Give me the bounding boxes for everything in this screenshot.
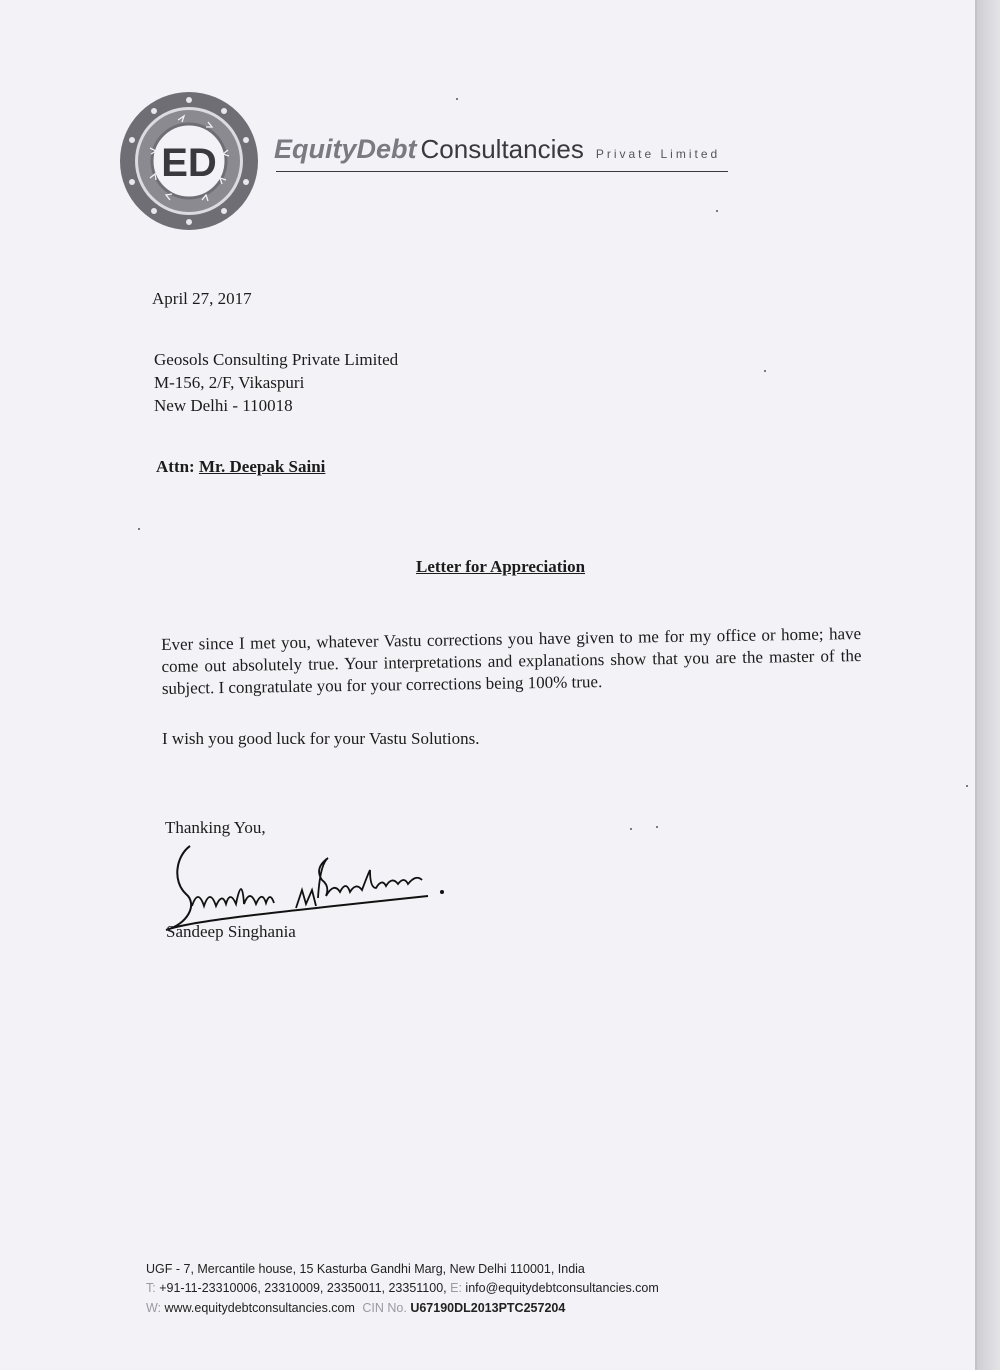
footer-contact bbox=[146, 1281, 659, 1295]
footer-email: info@equitydebtconsultancies.com bbox=[465, 1281, 659, 1295]
scan-speck bbox=[138, 528, 140, 530]
scan-speck bbox=[630, 828, 632, 830]
recipient-address-line1: M-156, 2/F, Vikaspuri bbox=[154, 373, 305, 392]
phone-prefix: T: bbox=[146, 1281, 156, 1295]
letter-closing: Thanking You, bbox=[165, 818, 266, 837]
brand-main: EquityDebt bbox=[274, 134, 417, 164]
signatory-name: Sandeep Singhania bbox=[166, 922, 296, 941]
scan-speck bbox=[656, 826, 658, 828]
handwritten-signature bbox=[158, 836, 448, 936]
footer-phones: +91-11-23310006, 23310009, 23350011, 23351100, bbox=[159, 1281, 447, 1295]
recipient-address-line2: New Delhi - 110018 bbox=[154, 396, 293, 415]
letter-wish: I wish you good luck for your Vastu Solutions. bbox=[162, 729, 480, 748]
footer-web bbox=[146, 1301, 565, 1315]
scan-speck bbox=[966, 785, 968, 787]
brand-tail: Private Limited bbox=[595, 147, 721, 161]
web-prefix: W: bbox=[146, 1301, 162, 1315]
email-prefix: E: bbox=[450, 1281, 462, 1295]
scan-edge bbox=[977, 0, 1000, 1370]
letter-body: Ever since I met you, whatever Vastu corrections you have given to me for my office or home; have come out absolutely true. Your interpretations and explanations show that you are the master of the subject. I congratulate you for your corrections being 100% true. bbox=[161, 624, 862, 698]
recipient-company: Geosols Consulting Private Limited bbox=[154, 350, 399, 369]
scan-speck bbox=[456, 98, 458, 100]
cin-label: CIN No. bbox=[362, 1301, 407, 1315]
ed-circular-seal-icon bbox=[118, 90, 260, 232]
brand-underline bbox=[276, 171, 728, 172]
brand-sub: Consultancies bbox=[420, 134, 584, 164]
attention-line bbox=[156, 457, 325, 477]
letter-date: April 27, 2017 bbox=[152, 289, 252, 308]
attn-name: Mr. Deepak Saini bbox=[198, 457, 326, 476]
svg-text:ED: ED bbox=[161, 141, 217, 185]
scan-speck bbox=[716, 210, 718, 212]
footer-address: UGF - 7, Mercantile house, 15 Kasturba Gandhi Marg, New Delhi 110001, India bbox=[146, 1262, 585, 1276]
scan-speck bbox=[764, 370, 766, 372]
footer-website: www.equitydebtconsultancies.com bbox=[164, 1301, 355, 1315]
attn-label: Attn: bbox=[156, 457, 195, 476]
letter-subject: Letter for Appreciation bbox=[416, 557, 586, 576]
company-brand bbox=[274, 134, 720, 165]
footer-cin: U67190DL2013PTC257204 bbox=[410, 1301, 566, 1315]
